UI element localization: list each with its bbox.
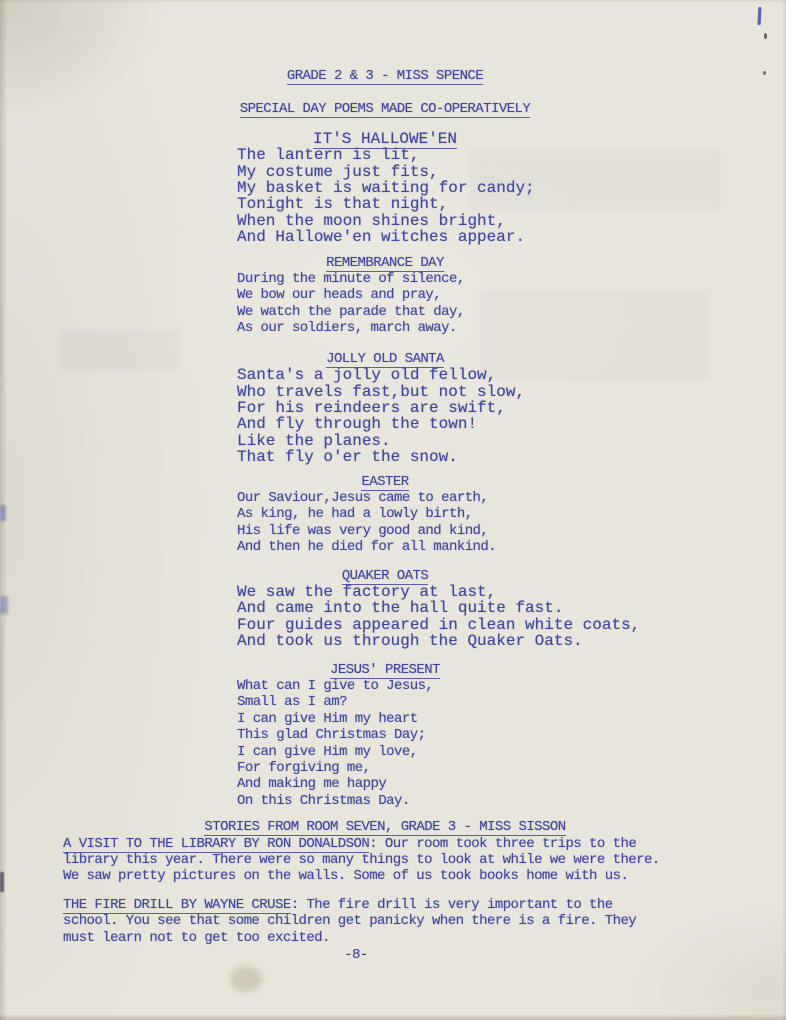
stories-heading: STORIES FROM ROOM SEVEN, GRADE 3 - MISS SISSON bbox=[204, 819, 566, 836]
story-text: : The fire drill is very important to the bbox=[290, 896, 613, 913]
poem-line: We saw the factory at last, bbox=[237, 582, 497, 601]
edge-ink-smudge bbox=[0, 505, 6, 521]
poem-jesus-present bbox=[0, 662, 786, 810]
poem-line: For forgiving me, bbox=[237, 760, 371, 777]
poem-line: As our soldiers, march away. bbox=[237, 320, 457, 337]
poem-line: And then he died for all mankind. bbox=[237, 539, 497, 556]
poem-line: When the moon shines bright, bbox=[237, 211, 506, 230]
poem-line: I can give Him my heart bbox=[237, 710, 418, 727]
poem-title: QUAKER OATS bbox=[341, 567, 429, 584]
bleed-through-ghost bbox=[60, 330, 180, 370]
ink-speck bbox=[763, 71, 766, 75]
poem-line: And took us through the Quaker Oats. bbox=[237, 632, 583, 651]
poem-line: Small as I am? bbox=[237, 694, 347, 711]
poem-line: We bow our heads and pray, bbox=[237, 287, 442, 304]
poem-line: And came into the hall quite fast. bbox=[237, 599, 564, 618]
ink-speck bbox=[764, 33, 767, 39]
paper-smudge bbox=[230, 966, 262, 992]
poem-quaker-oats bbox=[0, 568, 786, 650]
story-first-line bbox=[63, 836, 786, 852]
edge-ink-smudge bbox=[0, 596, 8, 614]
story-paragraph-fire-drill bbox=[63, 897, 786, 946]
bleed-through-ghost bbox=[470, 150, 720, 210]
poem-line: Tonight is that night, bbox=[237, 195, 449, 214]
story-title: THE FIRE DRILL BY WAYNE CRUSE bbox=[63, 896, 291, 913]
story-line: school. You see that some children get panicky when there is a fire. They bbox=[63, 913, 637, 930]
story-first-line bbox=[63, 897, 786, 913]
poem-line: I can give Him my love, bbox=[237, 743, 418, 760]
poem-line: The lantern is lit, bbox=[237, 146, 420, 165]
poem-line: My basket is waiting for candy; bbox=[237, 179, 535, 198]
poem-line: And Hallowe'en witches appear. bbox=[237, 228, 526, 247]
poem-line: Our Saviour,Jesus came to earth, bbox=[237, 489, 489, 506]
story-line: library this year. There were so many things to look at while we were there. bbox=[63, 852, 660, 869]
poem-line: His life was very good and kind, bbox=[237, 522, 489, 539]
poem-title: JESUS' PRESENT bbox=[330, 661, 440, 678]
page-subtitle bbox=[0, 101, 770, 117]
poem-line: That fly o'er the snow. bbox=[237, 448, 458, 467]
poem-line: My costume just fits, bbox=[237, 162, 439, 181]
story-text: : Our room took three trips to the bbox=[369, 835, 637, 852]
page-title-text: GRADE 2 & 3 - MISS SPENCE bbox=[286, 68, 484, 84]
stories-section bbox=[0, 819, 786, 946]
bleed-through-ghost bbox=[480, 290, 710, 380]
poem-title: EASTER bbox=[361, 473, 409, 490]
story-line: We saw pretty pictures on the walls. Some of us took books home with us. bbox=[63, 868, 629, 885]
edge-ink-mark bbox=[0, 872, 4, 892]
poem-line: During the minute of silence, bbox=[237, 271, 465, 288]
poem-easter bbox=[0, 474, 786, 556]
poem-title: JOLLY OLD SANTA bbox=[326, 350, 444, 367]
poem-line: We watch the parade that day, bbox=[237, 303, 465, 320]
story-line: must learn not to get too excited. bbox=[63, 929, 330, 946]
page-subtitle-text: SPECIAL DAY POEMS MADE CO-OPERATIVELY bbox=[239, 101, 531, 118]
poem-line: Who travels fast,but not slow, bbox=[237, 382, 526, 401]
poem-line: For his reindeers are swift, bbox=[237, 398, 506, 417]
poem-line: On this Christmas Day. bbox=[237, 792, 410, 809]
poem-line: What can I give to Jesus, bbox=[237, 678, 434, 694]
page-title bbox=[0, 68, 770, 84]
poem-line: Santa's a jolly old fellow, bbox=[237, 366, 497, 385]
poem-line: And making me happy bbox=[237, 776, 387, 793]
poem-body bbox=[237, 367, 786, 465]
poem-line: As king, he had a lowly birth, bbox=[237, 506, 473, 523]
poem-title: IT'S HALLOWE'EN bbox=[312, 129, 458, 148]
poem-title: REMEMBRANCE DAY bbox=[326, 254, 444, 271]
poem-line: Four guides appeared in clean white coats, bbox=[237, 615, 641, 634]
story-paragraph-library bbox=[63, 836, 786, 885]
story-title: A VISIT TO THE LIBRARY BY RON DONALDSON bbox=[63, 835, 370, 852]
poem-line: This glad Christmas Day; bbox=[237, 727, 426, 744]
poem-body bbox=[237, 584, 786, 650]
pen-mark bbox=[758, 7, 762, 25]
poem-body bbox=[237, 490, 786, 556]
page-number: -8- bbox=[344, 947, 368, 964]
poem-line: And fly through the town! bbox=[237, 415, 478, 434]
poem-line: Like the planes. bbox=[237, 431, 391, 450]
poem-body bbox=[237, 678, 786, 809]
